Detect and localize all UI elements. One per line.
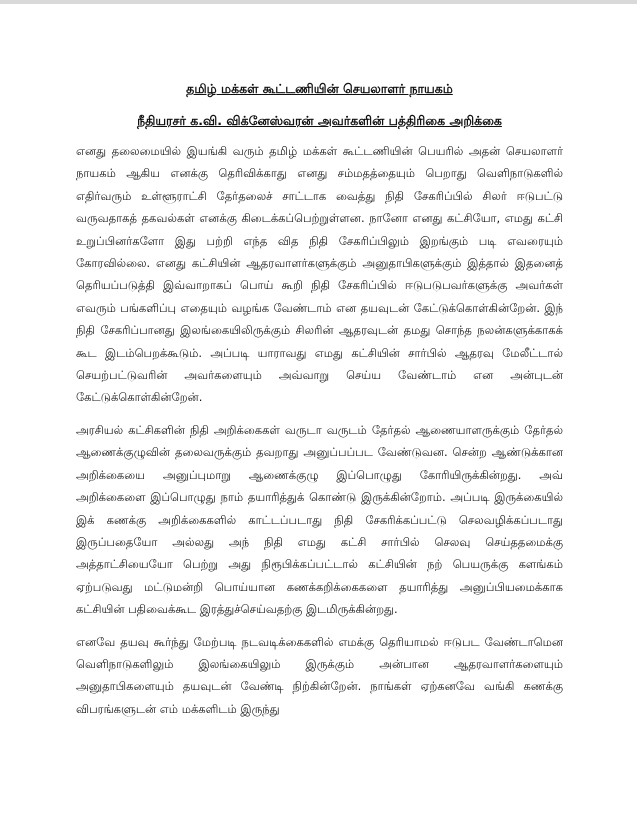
paragraph-3: எனவே தயவு கூர்ந்து மேற்படி நடவடிக்கைகளில் எமக்கு தெரியாமல் ஈடுபட வேண்டாமென வெளிநாடுகளிலும் இலங்கையிலும் இருக்கும் அன்பான ஆதரவாளர்களையும் அனுதாபிகளையும் தயவுடன் வேண்டி நிற்கின்றேன். நாங்கள் ஏற்கனவே வங்கி கணக்கு விபரங்களுடன் எம் மக்களிடம் இருந்து bbox=[76, 634, 563, 716]
press-release-document bbox=[76, 76, 563, 720]
page-top-edge bbox=[0, 0, 637, 4]
document-title-line-2: நீதியரசர் க.வி. விக்னேஸ்வரன் அவர்களின் பத்திரிகை அறிக்கை bbox=[137, 113, 502, 128]
document-title-line-1: தமிழ் மக்கள் கூட்டணியின் செயலாளர் நாயகம் bbox=[186, 81, 453, 96]
paragraph-1: எனது தலைமையில் இயங்கி வரும் தமிழ் மக்கள் கூட்டணியின் பெயரில் அதன் செயலாளர் நாயகம் ஆகிய எனக்கு தெரிவிக்காது எனது சம்மதத்தையும் பெறாது வெளிநாடுகளில் எதிர்வரும் உள்ளூராட்சி தேர்தலைச் சாட்டாக வைத்து நிதி சேகரிப்பில் சிலர் ஈடுபட்டு வருவதாகத் தகவல்கள் எனக்கு கிடைக்கப்பெற்றுள்ளன. நானோ எனது கட்சியோ, எமது கட்சி உறுப்பினர்களோ இது பற்றி எந்த வித நிதி சேகரிப்பிலும் இறங்கும் படி எவரையும் கோரவில்லை. எனது கட்சியின் ஆதரவாளர்களுக்கும் அனுதாபிகளுக்கும் இத்தால் இதனைத் தெரியப்படுத்தி இவ்வாறாகப் பொய் கூறி நிதி சேகரிப்பில் ஈடுபடுபவர்களுக்கு அவர்கள் எவரும் பங்களிப்பு எதையும் வழங்க வேண்டாம் என தயவுடன் கேட்டுக்கொள்கின்றேன். இந் நிதி சேகரிப்பானது இலங்கையிலிருக்கும் சிலரின் ஆதரவுடன் தமது சொந்த நலன்களுக்காகக் கூட இடம்பெறக்கூடும். அப்படி யாராவது எமது கட்சியின் சார்பில் ஆதரவு மேலீட்டால் செயற்பட்டுவரின் அவர்களையும் அவ்வாறு செய்ய வேண்டாம் என அன்புடன் கேட்டுக்கொள்கின்றேன். bbox=[76, 144, 563, 405]
paragraph-2: அரசியல் கட்சிகளின் நிதி அறிக்கைகள் வருடா வருடம் தேர்தல் ஆணையாளருக்கும் தேர்தல் ஆணைக்குழுவின் தலைவருக்கும் தவறாது அனுப்பப்பட வேண்டுவன. சென்ற ஆண்டுக்கான அறிக்கையை அனுப்புமாறு ஆணைக்குழு இப்பொழுது கோரியிருக்கின்றது. அவ் அறிக்கைளை இப்பொழுது நாம் தயாரித்துக் கொண்டு இருக்கின்றோம். அப்படி இருக்கையில் இக் கணக்கு அறிக்கைகளில் காட்டப்படாது நிதி சேகரிக்கப்பட்டு செலவழிக்கப்படாது இருப்பதையோ அல்லது அந் நிதி எமது கட்சி சார்பில் செலவு செய்ததமைக்கு அத்தாட்சியையோ பெற்று அது நிரூபிக்கப்பட்டால் கட்சியின் நற் பெயருக்கு களங்கம் ஏற்படுவது மட்டுமன்றி பொய்யான கணக்கறிக்கைகளை தயாரித்து அனுப்பியமைக்காக கட்சியின் பதிவைக்கூட இரத்துச்செய்வதற்கு இடமிருக்கின்றது. bbox=[76, 422, 563, 617]
